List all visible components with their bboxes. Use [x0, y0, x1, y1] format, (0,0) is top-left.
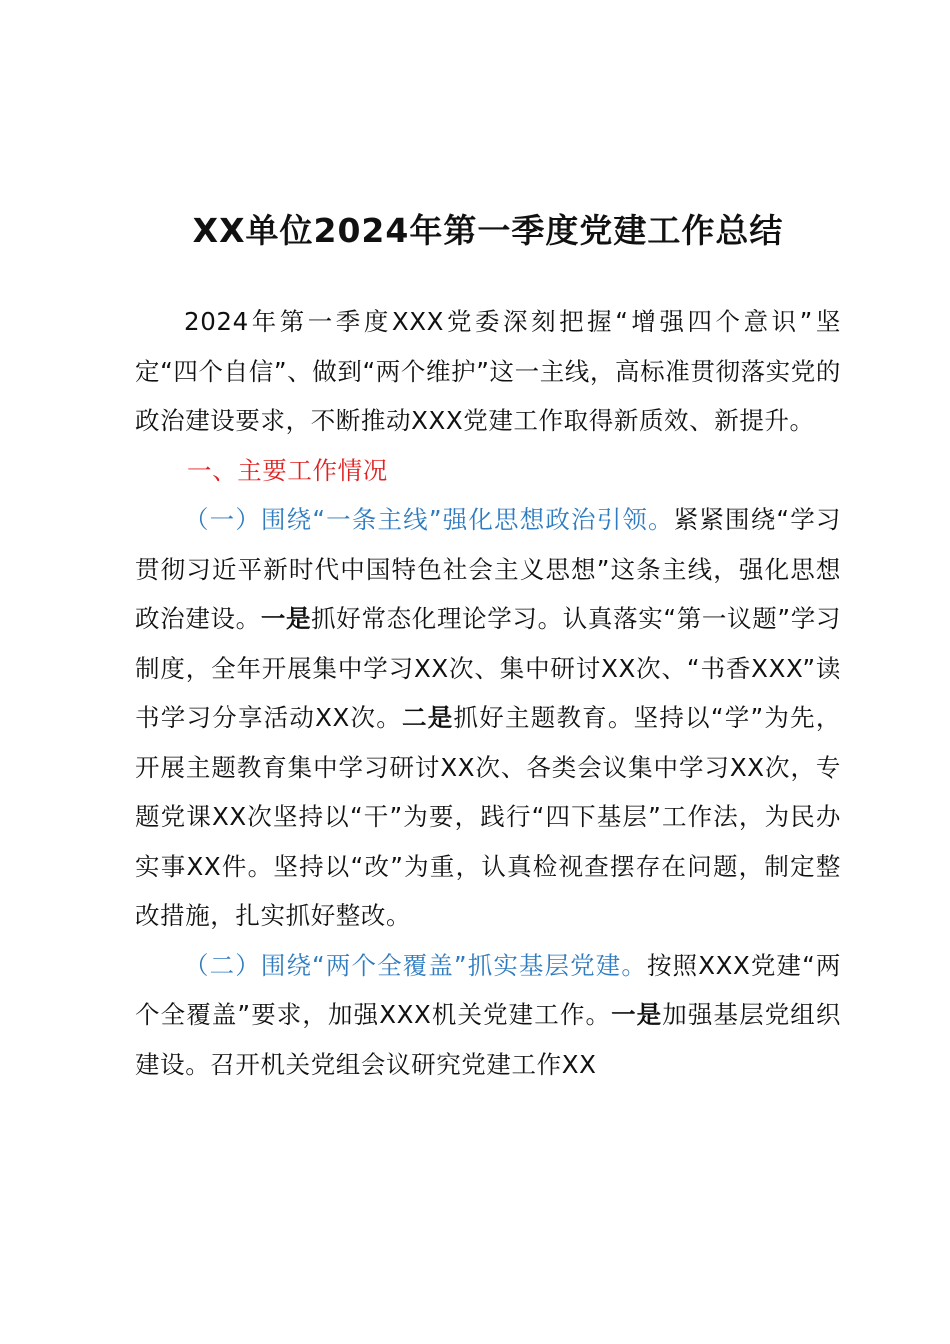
subsection-heading-2: （二）围绕“两个全覆盖”抓实基层党建。 — [184, 950, 647, 980]
subsection-1-text-b: 抓好常态化理论学习。认真落实“第一议题”学习制度，全年开展集中学习XX次、集中研讨XX次、“书香XXX”读书学习分享活动XX次。 — [135, 604, 842, 732]
subsection-2-text-a: 按照XXX党建“两个全覆盖”要求，加强XXX机关党建工作。 — [135, 950, 841, 1029]
subsection-2-bold-a: 一是 — [611, 1000, 663, 1029]
subsection-1-text-a: 紧紧围绕“学习贯彻习近平新时代中国特色社会主义思想”这条主线，强化思想政治建设。 — [135, 505, 841, 633]
document-body — [135, 203, 841, 1089]
intro-paragraph: 2024年第一季度XXX党委深刻把握“增强四个意识”坚定“四个自信”、做到“两个维护”这一主线，高标准贯彻落实党的政治建设要求，不断推动XXX党建工作取得新质效、新提升。 — [135, 307, 841, 435]
subsection-heading-1: （一）围绕“一条主线”强化思想政治引领。 — [184, 505, 674, 534]
subsection-1-text-c: 抓好主题教育。坚持以“学”为先，开展主题教育集中学习研讨XX次、各类会议集中学习XX次，专题党课XX次坚持以“干”为要，践行“四下基层”工作法，为民办实事XX件。坚持以“改”为重，认真检视查摆存在问题，制定整改措施，扎实抓好整改。 — [135, 703, 842, 930]
document-title: XX单位2024年第一季度党建工作总结 — [192, 211, 784, 250]
subsection-2-text-b: 加强基层党组织建设。召开机关党组会议研究党建工作XX — [135, 1000, 842, 1079]
subsection-paragraph-2 — [135, 941, 841, 1090]
subsection-paragraph-1 — [135, 495, 841, 941]
subsection-1-bold-a: 一是 — [260, 604, 312, 633]
subsection-1-bold-b: 二是 — [402, 703, 454, 732]
section-heading-main-work: 一、主要工作情况 — [187, 455, 388, 485]
